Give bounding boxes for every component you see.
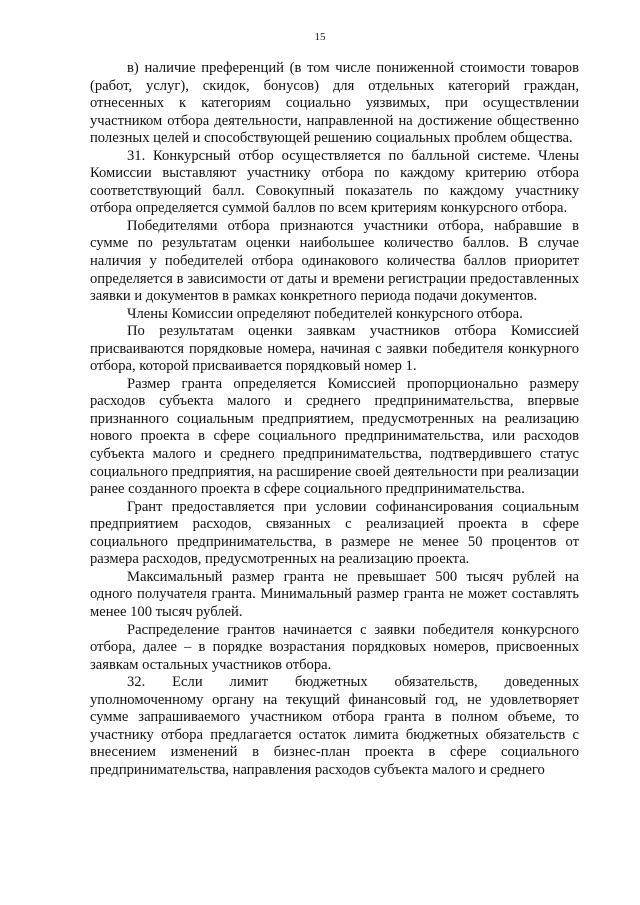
paragraph-preferences: в) наличие преференций (в том числе пониженной стоимости товаров (работ, услуг), скидок, бонусов) для отдельных категорий граждан, отнесенных к категориям социально уязвимых, при осуществлении участником отбора деятельности, направленной на достижение общественно полезных целей и способствующей решению социальных проблем общества.: [90, 60, 579, 147]
paragraph-winners: Победителями отбора признаются участники отбора, набравшие в сумме по результатам оценки наибольшее количество баллов. В случае наличия у победителей отбора одинакового количества баллов приоритет определяется в зависимости от даты и времени регистрации предоставленных заявки и документов в рамках конкретного периода подачи документов.: [90, 217, 579, 305]
paragraph-cofinancing: Грант предоставляется при условии софинансирования социальным предприятием расходов, связанных с реализацией проекта в сфере социального предпринимательства, в размере не менее 50 процентов от размера расходов, предусмотренных на реализацию проекта.: [90, 498, 579, 568]
paragraph-distribution: Распределение грантов начинается с заявки победителя конкурсного отбора, далее – в порядке возрастания порядковых номеров, присвоенных заявкам остальных участников отбора.: [90, 621, 579, 673]
paragraph-numbering: По результатам оценки заявкам участников отбора Комиссией присваиваются порядковые номера, начиная с заявки победителя конкурного отбора, которой присваивается порядковый номер 1.: [90, 323, 579, 375]
paragraph-commission: Члены Комиссии определяют победителей конкурсного отбора.: [127, 305, 523, 322]
document-body: [90, 60, 579, 779]
paragraph-31-scoring: 31. Конкурсный отбор осуществляется по балльной системе. Члены Комиссии выставляют участнику отбора по каждому критерию отбора соответствующий балл. Совокупный показатель по каждому участнику отбора определяется суммой баллов по всем критериям конкурсного отбора.: [90, 147, 579, 217]
paragraph-grant-size: Размер гранта определяется Комиссией пропорционально размеру расходов субъекта малого и среднего предпринимательства, впервые признанного социальным предприятием, предусмотренных на реализацию нового проекта в сфере социального предпринимательства, или расходов субъекта малого и среднего предпринимательства, подтвердившего статус социального предприятия, на расширение своей деятельности при реализации ранее созданного проекта в сфере социального предпринимательства.: [90, 375, 579, 498]
page-number: 15: [314, 31, 326, 43]
paragraph-max-min: Максимальный размер гранта не превышает 500 тысяч рублей на одного получателя гранта. Минимальный размер гранта не может составлять менее 100 тысяч рублей.: [90, 568, 579, 620]
paragraph-32-limit: 32. Если лимит бюджетных обязательств, доведенных уполномоченному органу на текущий финансовый год, не удовлетворяет сумме запрашиваемого участником отбора гранта в полном объеме, то участнику отбора предлагается остаток лимита бюджетных обязательств с внесением изменений в бизнес-план проекта в сфере социального предпринимательства, направления расходов субъекта малого и среднего: [90, 674, 579, 778]
